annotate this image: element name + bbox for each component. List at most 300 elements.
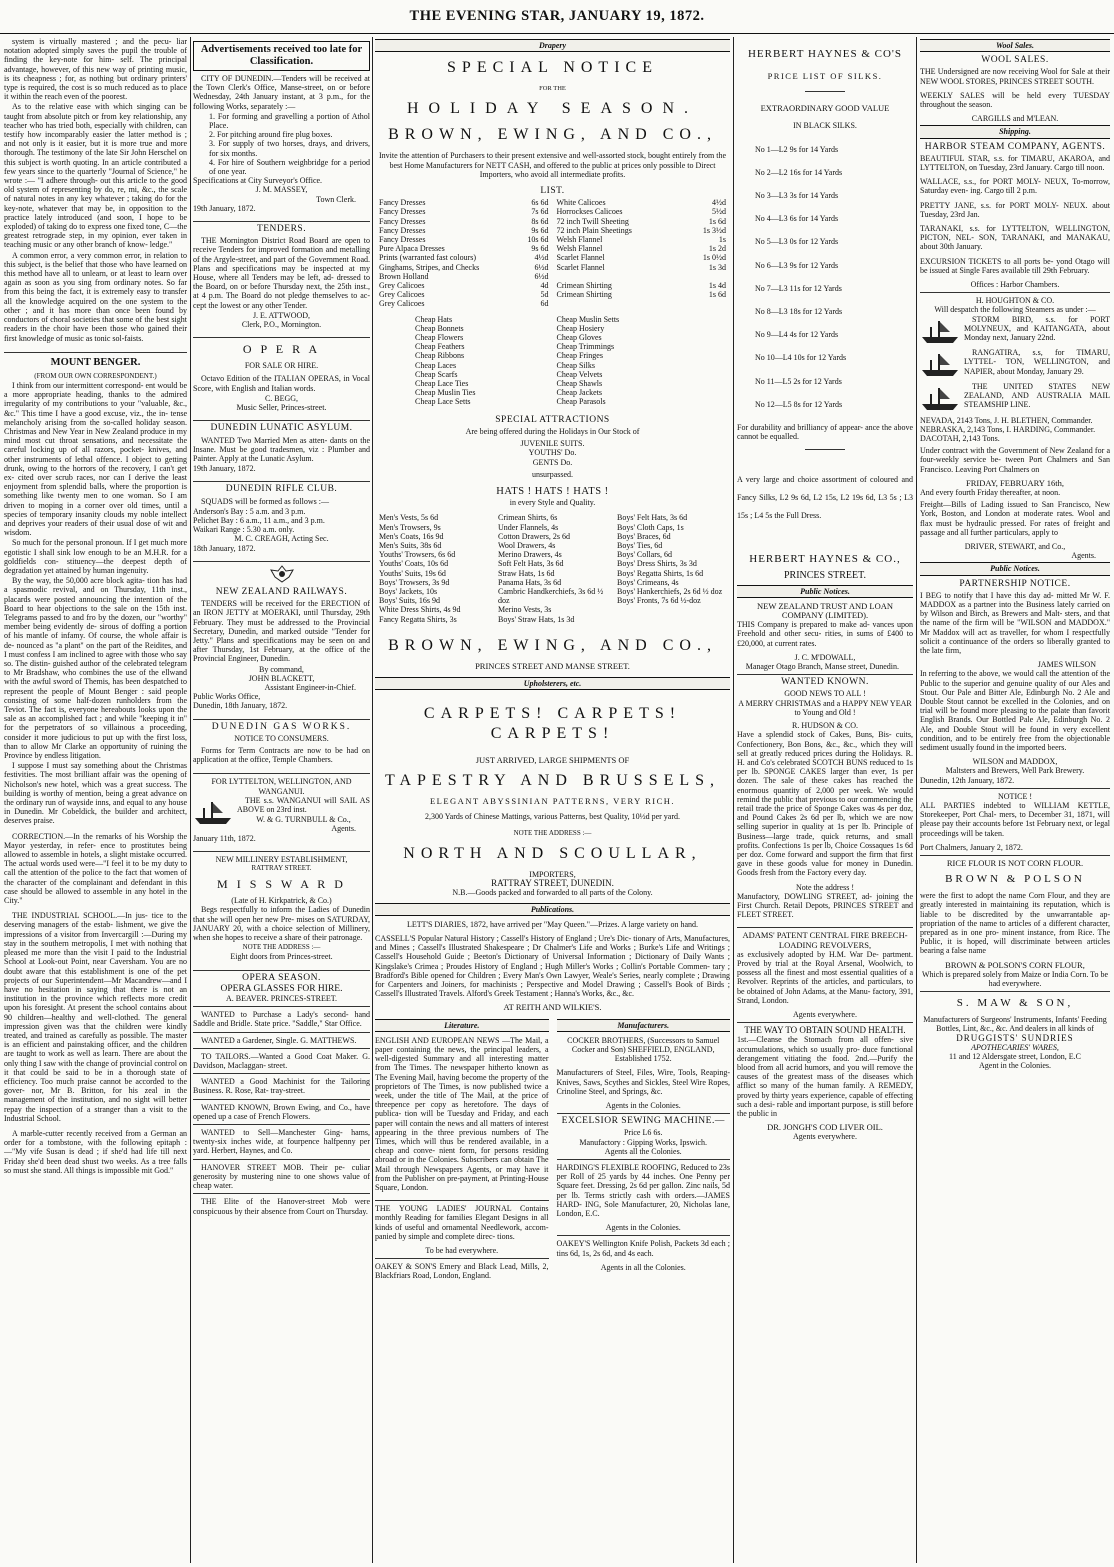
price-row [557,263,727,272]
price-item: Scarlet Flannel [556,262,605,272]
price-item: Fancy Dresses [379,216,426,226]
list-item: Boys' Ties, 6d [617,540,663,550]
price-value: 1s 4d [708,281,726,291]
ad-body: Agents everywhere. [793,1132,857,1142]
silk-price: No 4—L3 6s for 14 Yards [755,214,839,224]
price-row [379,207,549,216]
price-list-right [557,198,727,308]
paragraph: I suppose I must say something about the Christmas festivities. The most brilliant affair was the opening of Nicholson's new hotel, which was a great success. The building is worthy of mention, being a great advance on the ordinary run of wayside inns, and equal to any house in Dunedin. Mr Cobeldick, the builder and architect, deserves praise. [4,761,187,826]
price-item: Fancy Dresses [379,235,426,245]
section-header: Wool Sales. [920,39,1110,52]
column-5 [920,37,1110,1563]
ad-title: DUNEDIN GAS WORKS. [211,721,352,732]
ad-body: Under contract with the Government of New Zealand for a four-weekly service be- tween Port Chalmers and San Francisco. Leaving Port Chalmers on [920,446,1110,474]
list-title: LIST. [540,186,565,197]
list-item: Cheap Parasols [556,397,606,407]
price-value: 4d [540,281,549,291]
price-row [379,281,549,290]
ad-body: NOTE THE ADDRESS :— [242,943,321,952]
paragraph: So much for the personal pronoun. If I get much more egotistic I shall sink low enough to be an M.H.R. for a goldfields con- stituency—the deepest depth of degradation yet attained by human ingenuity. [4,538,187,575]
ad-title: RICE FLOUR IS NOT CORN FLOUR. [946,858,1084,869]
price-item: Fancy Dresses [379,225,426,235]
ad-title: NEW ZEALAND TRUST AND LOAN COMPANY (LIMITED). [757,600,893,621]
ad-body: APOTHECARIES' WARES, [971,1042,1059,1052]
list-item: Youths' Coats, 10s 6d [379,559,449,569]
ad-body: Note the address ! [796,882,854,892]
price-item: Fancy Dresses [379,198,426,208]
ad-body: Agents in the Colonies. [605,1101,681,1111]
price-item: Grey Calicoes [379,299,425,309]
ad-subtitle: (Late of H. Kirkpatrick, & Co.) [231,896,332,906]
list-item: Cambric Handkerchiefs, 3s 6d ½ doz [498,586,604,606]
list-item: Boys' Suits, 16s 9d [379,596,441,606]
city-of-dunedin-ad [193,74,370,218]
paragraph: I think from our intermittent correspond- ent would be a more appropriate heading, thanks to the admired irregularity of my contributions to your "valuable, &c., &c." This time I have a good excuse, viz., the in- tense melancholy arising from the so-called holiday season. Christmas and New Year in New Zealand produce in my mind most cut throat sensations, and necessitate the careful locking up of all razors, pocket- knives, and other instruments of lethal offence. I object to getting drunk, owing to the horrors of the recovery, I can't get ex- cited over scrub races, nor can I derive the least enjoyment from splendid balls, where the proportion is something like twenty men to one woman. So I am driven to moping in a corner over old times, until a species of temporary insanity clouds my noble intellect and deprives your readers of their usual dose of wit and wisdom. [4,380,187,538]
ship-icon [920,350,960,378]
ad-body: GOOD NEWS TO ALL ! [784,689,866,699]
silk-price: No 11—L5 2s for 12 Yards [755,376,842,386]
small-ad: HANOVER STREET MOB. Their pe- culiar generosity by mustering nine to one shows value of cheap water. [193,1162,370,1191]
price-row [557,253,727,262]
ad-body: Eight doors from Princes-street. [230,952,333,962]
ad-body: Octavo Edition of the ITALIAN OPERAS, in Vocal Score, with English and Italian words. [193,374,370,393]
ad-body: THE UNITED STATES NEW ZEALAND, AND AUSTRALIA MAIL STEAMSHIP LINE. [964,381,1110,410]
price-row [379,226,549,235]
ad-body: OAKEY'S Wellington Knife Polish, Packets 3d each ; tins 6d, 1s, 2s 6d, and 4s each. [556,1239,730,1258]
ad-body: as exclusively adopted by H.M. War De- partment. Proved by trial at the Royal Arsenal, Woolwich, to possess all the finest and most essential qualities of a Revolver. Reprints of the articles, and particulars, to be obtained of John Adams, at the Manu- factory, 391, Strand, London. [737,949,913,1005]
ad-subtitle: IN BLACK SILKS. [793,121,857,131]
price-value: 1s 0½d [702,253,726,263]
price-row [379,299,549,308]
ad-body: Agents all the Colonies. [604,1146,682,1156]
signatory-role: Agents. [1071,551,1096,561]
ad-body: were the first to adopt the name Corn Flour, and they are greatly interested in maintaining its reputation, which is liable to be discredited by the unwarrantable ap- propriation of the name to articles of a different character, prepared as in one pro- minent instance, from Rice. The Public, it is hoped, will discriminate between articles bearing a false name [920,891,1110,956]
price-value: 6d [540,299,549,309]
ad-body: in every Style and Quality. [509,498,596,508]
ship-icon [920,317,960,345]
ad-body: EXCURSION TICKETS to all ports be- yond Otago will be issued at Single Fares available till 29th February. [920,256,1110,275]
signatory-role: Maltsters and Brewers, Well Park Brewery. [945,766,1085,776]
list-item: White Dress Shirts, 4s 9d [379,605,461,615]
signatory: H. HOUGHTON & CO. [975,296,1055,306]
price-value: 9s 6d [531,225,549,235]
price-row [379,253,549,262]
price-item: 72 inch Plain Sheetings [556,225,632,235]
silk-price: No 6—L3 9s for 12 Yards [755,260,839,270]
price-value: 1s 6d [708,216,726,226]
list-item: Cotton Drawers, 2s 6d [498,531,570,541]
ad-title: DRUGGISTS' SUNDRIES [956,1032,1074,1043]
price-item: Horrockses Calicoes [556,207,623,217]
price-value: 6½d [534,262,549,272]
list-item: Cheap Scarfs [415,369,458,379]
silk-price-row [755,191,913,200]
industrial-school-paragraph: THE INDUSTRIAL SCHOOL.—In jus- tice to the deserving managers of the estab- lishment, we give the impressions of a visitor from Invercargill :—During my stay in the southern metropolis, I met with nothing that pleased me more than the visit I paid to the Industrial School at Look-out Point, near Caversham. You are no doubt aware that this establishment is one of the pet projects of our Superintendent—Mr Macandrew—and I have no hesitation in saying that there is not an institution in the province which reflects more credit upon his foresight. At present the school contains about 90 children—healthy and well-clothed. The general impression given was that the children were kindly treated, and trained as carefully as possible. The master is an efficient and painstaking officer, and the children are taught to work as well as learn. There are about the only thing I saw with the change of provincial control on it that could be said to be in a thorough state of efficiency. Too much praise cannot be accorded to the gover- nor, Mr B. Britton, for his zeal in the management of the institution, and no sight will better repay the inspection of a stranger than a visit to the Industrial School. [4,911,187,1123]
list-item: Boys' Felt Hats, 3s 6d [617,513,688,523]
list-item: Pelichet Bay : 6 a.m., 11 a.m., and 3 p.m. [193,515,325,525]
silk-price: No 10—L4 10s for 12 Yards [755,353,847,363]
price-item: Pure Alpaca Dresses [379,244,445,254]
ad-body: Invite the attention of Purchasers to their present extensive and well-assorted stock, bought entirely from the best Home Manufacturers for NETT CASH, and offered to the public at prices only possible to Direct Importers, who avoid all intermediate profits. [378,151,726,179]
list-item: Boys' Collars, 6d [617,550,672,560]
ad-body: Price L6 6s. [624,1128,663,1138]
ad-title: TENDERS. [256,224,307,235]
silk-price: No 8—L3 18s for 12 Yards [755,307,843,317]
section-header: Public Notices. [920,562,1110,575]
ad-body: CASSELL'S Popular Natural History ; Cassell's History of England ; Ure's Dic- tionary of Arts, Manufactures, and Mines ; Cassell's Illustrated Shakespeare ; Dr Chalmer's Life and Works ; Burke's Life and Writings ; Cassell's Household Guide ; Beeton's Dictionary of Universal Information ; Dictionary of Daily Wants ; Kingslake's Crimea ; Proudes History of England ; Hugh Miller's Works ; Collin's Portable Commen- tary ; Bradford's Bible opened for Children ; Every Man's Own Lawyer, Weale's Series, nearly complete ; Drawing for Carpenters and Joiners, for machinists ; Perspective and Model Drawing ; Cassell's Book of Birds ; Cassell's Illustrated Travels. Alford's Greek Testament ; Hanna's Works, &c., &c. [375,933,730,999]
small-ad: WANTED KNOWN, Brown Ewing, and Co., have opened up a case of French Flowers. [193,1102,370,1121]
list-item: Cheap Muslin Setts [556,314,620,324]
column-1 [4,37,187,1563]
signatory-role: Music Seller, Princes-street. [236,403,327,413]
list-item: Waikari Range : 5.30 a.m. only. [193,525,295,535]
ad-title: NEW MILLINERY ESTABLISHMENT, [215,854,348,864]
ad-body: LETT'S DIARIES, 1872, have arrived per "May Queen."—Prizes. A large variety on hand. [406,919,699,929]
section-header: Literature. [375,1019,549,1032]
silk-price-row [755,377,913,386]
correction-paragraph: CORRECTION.—In the remarks of his Worship the Mayor yesterday, in refer- ence to prostitutes being allowed to assemble in hotels, a slight mistake occurred. The actual words used were—"I feel it to be my duty to call the attention of the police to the fact that women of the character of the complainant and defendant in this case should be allowed to assemble in any hotel in the City." [4,831,187,906]
column-divider [372,37,373,1563]
ad-body: ALL PARTIES indebted to WILLIAM KETTLE, Storekeeper, Port Chal- mers, to December 31, 1871, will please pay their accounts before 1st February next, or legal proceedings will be taken. [920,801,1110,838]
ad-title: TAPESTRY AND BRUSSELS, [384,772,721,790]
date: Dunedin, 12th January, 1872. [920,775,1015,785]
signatory: JOHN BLACKETT, [248,673,315,683]
list-item: Boys' Straw Hats, 1s 3d [498,614,575,624]
ad-title: DUNEDIN RIFLE CLUB. [225,484,338,495]
cheap-goods [375,309,730,413]
list-item: Boys' Fronts, 7s 6d ½-doz [617,596,701,606]
ad-body: FRIDAY, FEBRUARY 16th, [966,477,1064,488]
price-value: 6s 6d [531,198,549,208]
list-item: Cheap Velvets [556,369,603,379]
price-item: Grey Calicoes [379,290,425,300]
paragraph: By the way, the 50,000 acre block agita- tion has had a spasmodic revival, and on Thursday, 11th inst., placards were posted announcing the intention of the Board to hear objections to the sale on the 15th inst. Telegrams passed to and fro by the dozen, our "worthy" member being evidently de- sirous of doffing a portion of his mantle of infamy. Of course, the whole affair is de- nounced as "a plant" on the part of the Reidites, and I must confess I am inclined to agree with those who say so. The distin- guished author of the celebrated telegram to Mr Bradshaw, who combines the use of the ellwand with the awful sword of Themis, has been despatched to represent the people of Mount Benger : said people consisting of some half-dozen runholders from the Teviot. The fact is, everyone hereabouts looks upon the sale as an accomplished fact ; and while "keeping it in" for the perpetrators of so villainous a proceeding, consider it more judicious to put up with the first loss, than to allow Mr Clarke an opportunity of ruining the Province by endless litigation. [4,576,187,761]
ad-body: ENGLISH AND EUROPEAN NEWS —The Mail, a paper containing the news, the principal leaders, a well-digested Summary and all interesting matter from The Times. The newspaper hitherto known as The Evening Mail, having become the property of the proprietors of The Times, is now published twice a week, under the title of The Mail, at the price of threepence per copy as heretofore. The days of publica- tion will be Tuesday and Friday, and each paper will contain the news and all matters of interest appearing in the three previous numbers of The Times, which will thus be rendered available, in a cheap and conve- nient form, for persons residing abroad or in the Colonies. Subscribers can obtain The Mail through Newspapers Agents, or may have it from the Publisher on pre-payment, at Printing-House Square, London. [375,1035,549,1193]
list-item: Boys' Jackets, 10s [379,586,438,596]
list-item: Men's Coats, 16s 9d [379,531,444,541]
column-divider [733,37,734,1563]
masthead-rule [0,33,1114,34]
price-item: Prints (warranted fast colours) [379,253,477,263]
signatory: M. C. CREAGH, Acting Sec. [234,534,329,544]
price-value: 4½d [712,198,726,208]
silk-price: No 12—L5 8s for 12 Yards [755,399,843,409]
list-item: Fancy Regatta Shirts, 3s [379,614,457,624]
ad-body: Are being offered during the Holidays in Our Stock of [465,426,640,436]
list-item: Cheap Feathers [415,342,465,352]
list-item: Youths' Suits, 19s 6d [379,568,446,578]
ad-body: TARANAKI, s.s. for LYTTELTON, WELLINGTON, PICTON, NEL- SON, TARANAKI, and MANAKAU, about 30th January. [920,224,1110,252]
ad-title: HATS ! HATS ! HATS ! [496,485,609,497]
price-value: 6½d [534,271,549,281]
list-item: Cheap Laces [415,360,457,370]
silk-price-row [755,400,913,409]
list-item: Boys' Hankerchiefs, 2s 6d ½ doz [617,586,723,596]
ad-body: JUVENILE SUITS. [520,439,585,449]
ad-body: NOTE THE ADDRESS :— [513,828,592,837]
ad-body: RATTRAY STREET, DUNEDIN. [491,878,614,889]
price-row [379,244,549,253]
ad-title: FOR LYTTELTON, WELLINGTON, AND WANGANUI. [211,777,352,796]
ad-body: Have a splendid stock of Cakes, Buns, Bis- cuits, Confectionery, Bon Bons, &c., &c., which they will sell at greatly reduced prices during the Holidays. R. H. and Co's celebrated SCOTCH BUNS reduced to 1s per lb. SPONGE CAKES larger than ever, 1s per dozen. The sale of these cakes has reached the enormous quantity of 2,000 per week. We would remind the public that previous to our commencing the retail trade the price of Sponge Cakes was 4s per doz, and Pound Cakes 2s 6d per lb, which we are now selling superior in quality at 1s per lb. Principle of Business—large trade, quick returns, and small profits. Confections 1s per lb, Choice Cossaques 1s 6d per doz. Come forward and support the firm that first gave in these goods value for money in Dunedin. Goods fresh from the Factory every day. [737,730,913,878]
ad-title: PARTNERSHIP NOTICE. [959,578,1071,589]
list-item: Cheap Bonnets [415,323,464,333]
silk-price-row [755,284,913,293]
ad-body: Manufactory : Gipping Works, Ipswich. [579,1137,708,1147]
ad-title: NOTICE ! [998,791,1032,801]
ad-body: A very large and choice assortment of coloured and Fancy Silks, L2 9s 6d, L2 15s, L2 19s 6d, L3 5s ; L3 15s ; L4 5s the Full Dress. [737,475,913,521]
price-value: 1s 2d [708,244,726,254]
signatory-role: Clerk, P.O., Mornington. [241,320,322,330]
price-row [379,217,549,226]
paragraph: system is virtually mastered ; and the pecu- liar notation adopted simply saves the pupil the trouble of finding the key-note for him- self. The principal advantage, however, of this new way of printing music, is its cheapness ; for, as nothing but ordinary printers' type is required, the cost is so much reduced as to place it within the reach even of the poorest. [4,37,187,102]
column-divider [916,37,917,1563]
silk-price: No 7—L3 11s for 12 Yards [755,283,842,293]
price-value: 1s [718,235,726,245]
ad-body: Forms for Term Contracts are now to be had on application at the office, Temple Chambers. [193,745,370,765]
ad-title: NEW ZEALAND RAILWAYS. [215,586,348,597]
list-item: Crimean Shirts, 6s [498,513,558,523]
list-item: 1. For forming and gravelling a portion of Athol Place. [209,111,370,131]
ad-body: DACOTAH, 2,143 Tons. [920,433,1000,443]
ad-body: 11 and 12 Aldersgate street, London, E.C [949,1052,1081,1062]
section-header: Advertisements received too late for Classification. [193,41,370,71]
signatory: CARGILLS and M'LEAN. [971,114,1059,124]
ad-body: Freight—Bills of Lading issued to San Francisco, New York, Boston, and London at moderate rates. Wool and flax must be hydraulic pressed. For rates of freight and passage and all further particulars, apply to [920,500,1110,537]
price-value: 8s 6d [531,216,549,226]
ad-body: A MERRY CHRISTMAS and a HAPPY NEW YEAR to Young and Old ! [738,698,912,717]
silk-price-row [755,168,913,177]
price-item: Grey Calicoes [379,281,425,291]
ship-icon [920,384,960,412]
list-item: Anderson's Bay : 5 a.m. and 3 p.m. [193,506,306,516]
price-item: Welsh Flannel [556,235,603,245]
small-ad: THE Elite of the Hanover-street Mob were conspicuous by their absence from Court on Thursday. [193,1197,370,1216]
mount-benger-article [4,381,187,832]
section-header: Shipping. [920,125,1110,138]
list-item: Merino Drawers, 4s [498,550,562,560]
price-item: 72 inch Twill Sheeting [556,216,629,226]
date: 18th January, 1872. [193,543,256,553]
price-item: Crimean Shirting [556,281,612,291]
ad-subtitle: FOR SALE OR HIRE. [244,361,319,371]
ad-title: BROWN & POLSON'S CORN FLOUR, [945,959,1085,970]
clothing-list-c [617,513,726,623]
ad-title: BROWN, EWING, AND CO., [388,126,717,144]
list-item: Cheap Silks [556,360,595,370]
date: 19th January, 1872. [193,464,256,474]
price-row [379,235,549,244]
cheap-list-left [415,315,549,407]
ad-body: HARDING'S FLEXIBLE ROOFING, Reduced to 23s per Roll of 25 yards by 44 inches. One Penny per Square feet. Dressing, 2s 6d per gallon. Zinc nails, 5d per lb. Terms strictly cash with orders.—JAMES HARD- ING, Sole Manufacturer, 20, Nicholas lane, London, E.C. [556,1163,730,1219]
price-item: Crimean Shirting [556,290,612,300]
ad-body: CITY OF DUNEDIN.—Tenders will be received at the Town Clerk's Office, Manse-street, on or before Wednesday, 24th January instant, at 3 p.m., for the following Works, separately :— [193,74,370,111]
ad-body: Manufacturers of Steel, Files, Wire, Tools, Reaping-Knives, Saws, Scythes and Sickles, Steel Wire Ropes, Crinoline Steel, and Springs, &c. [556,1068,730,1096]
ad-subtitle: FOR THE [539,85,566,93]
ad-body: AT REITH AND WILKIE'S. [503,1002,602,1013]
list-item: Cheap Muslin Ties [415,388,476,398]
price-row [379,272,549,281]
silk-price-list [737,145,913,409]
ad-body: RANGATIRA, s.s, for TIMARU, LYTTEL- TON, WELLINGTON, and NAPIER, about Monday, January 29. [964,348,1110,376]
price-value: 5d [540,290,549,300]
list-item: Cheap Lace Setts [415,397,471,407]
lit-mfr-section [375,1017,730,1286]
silk-price-row [755,145,913,154]
ad-body: IMPORTERS, [529,869,576,879]
ad-body: PRETTY JANE, s.s. for PORT MOLY- NEUX. about Tuesday, 23rd Jan. [920,200,1110,219]
column-3 [375,37,730,1563]
ad-body: Public Works Office, [193,692,261,702]
paragraph: As to the relative ease with which singing can be taught from absolute pitch or from key relationship, any teacher who has tried both, especially with children, can testify how incomparably easier the latter method is ; and not only is it easier, but it is more true and more thorough. The testimony of the late Sir John Herschel on this subject is worth quoting. In an article contributed a few years since to the quarterly "Journal of Science," he wrote :— "I adhere through- out this article to the good old system of representing by do, re, mi, &c., the scale of natural notes in any key whatever ; taking do for the key-note, whatever that may be, in opposition to the practice lately introduced (and soon, I hope to be exploded) of taking do to express one fixed tone, C—the greatest retrograde step, in my opinion, ever taken in teaching music or any other branch of know- ledge." [4,102,187,250]
price-row [379,263,549,272]
list-item: Merino Vests, 3s [498,605,552,615]
price-row [379,198,549,207]
price-row [557,281,727,290]
silk-price: No 2—L2 16s for 14 Yards [755,167,843,177]
clothing-list-b [498,513,607,623]
ad-body: GENTS Do. [532,457,573,467]
section-header: Drapery [375,39,730,52]
article-byline: (FROM OUR OWN CORRESPONDENT.) [34,371,157,380]
price-row [557,235,727,244]
ship-icon [193,798,233,826]
small-ad: TO TAILORS.—Wanted a Good Coat Maker. G. Davidson, Maclaggan- street. [193,1051,370,1071]
list-item: Cheap Lace Ties [415,379,469,389]
list-item: Boys' Trowsers, 3s 9d [379,577,450,587]
list-item: Straw Hats, 1s 6d [498,568,555,578]
signatory: DRIVER, STEWART, and Co., [964,541,1066,551]
masthead: THE EVENING STAR, JANUARY 19, 1872. [409,8,705,24]
silk-price-row [755,307,913,316]
signatory: J. C. M'DOWALL, [794,652,856,662]
small-ads [193,1010,370,1221]
date: January 11th, 1872. [193,833,256,843]
ad-title: EXTRAORDINARY GOOD VALUE [760,103,890,114]
section-header: Upholsterers, etc. [375,677,730,690]
list-item: Cheap Fringes [556,351,603,361]
ship-ad [920,348,1110,382]
signatory: W. & G. TURNBULL & Co., [256,815,351,825]
ad-body: SQUADS will be formed as follows :— [201,496,329,506]
ad-title: HOLIDAY SEASON. [406,100,699,118]
ad-body: Offices : Harbor Chambers. [970,280,1060,290]
list-item: 2. For pitching around fire plug boxes. [209,130,333,140]
ad-body: OPERA GLASSES FOR HIRE. [220,983,343,994]
price-row [557,207,727,216]
list-item: Boys' Braces, 6d [617,531,671,541]
ad-title: SPECIAL NOTICE [447,59,658,77]
price-list-left [379,198,549,308]
crest-icon [193,565,370,585]
price-value: 9s 6d [531,244,549,254]
price-value: 1s 3d [708,262,726,272]
ad-subtitle: NOTICE TO CONSUMERS. [234,733,329,743]
ad-title: HERBERT HAYNES & CO'S [747,48,903,60]
price-value: 7s 6d [531,207,549,217]
list-item: 4. For hire of Southern weighbridge for a period of one year. [209,157,370,177]
silk-price-row [755,214,913,223]
list-item: Boys' Dress Shirts, 3s 3d [617,559,697,569]
list-item: Men's Vests, 5s 6d [379,513,439,523]
date: Port Chalmers, January 2, 1872. [920,842,1023,852]
price-list [375,198,730,308]
ad-body: PRINCES STREET AND MANSE STREET. [475,660,630,671]
ad-body: N.B.—Goods packed and forwarded to all parts of the Colony. [452,888,653,898]
ad-title: M I S S W A R D [217,877,346,892]
ad-body: Specifications at City Surveyor's Office. [193,176,323,186]
list-item: Boys' Crimeans, 4s [617,577,679,587]
signatory: WILSON and MADDOX, [972,757,1058,767]
column-4 [737,37,913,1563]
list-item: Cheap Flowers [415,333,464,343]
ad-body: TENDERS will be received for the ERECTION of an IRON JETTY at MOERAKI, until Thursday, 29th February. They must be addressed to the Provincial Secretary, Dunedin, and marked outside "Tender for Jetty." Plans and specifications may be seen on and after Thursday, 1st February, at the office of the Provincial Engineer, Dunedin. [193,599,370,664]
silk-price-row [755,237,913,246]
price-value: 5½d [712,207,726,217]
ad-title: BROWN, EWING, AND CO., [388,636,717,654]
ad-title: HARBOR STEAM COMPANY, AGENTS. [924,141,1106,152]
ship-ad [920,382,1110,416]
ad-title: CARPETS! CARPETS! CARPETS! [423,705,682,743]
ad-body: WEEKLY SALES will be held every TUESDAY throughout the season. [920,90,1110,110]
ad-body: JUST ARRIVED, LARGE SHIPMENTS OF [475,755,630,766]
ad-body: THE Mornington District Road Board are open to receive Tenders for improved formation and metalling of the Argyle-street, and part of the Government Road. Plans and specifications may be inspected at my House, where all Tenders may be left, ad- dressed to the Board, on or before Thursday next, the 25th inst., at 4 p.m. The Board do not pledge themselves to ac- cept the lowest or any other Tender. [193,236,370,310]
ad-body: Manufactory, DOWLING STREET, ad- joining the First Church. Retail Depots, PRINCES STREET and FLEET STREET. [737,891,913,920]
list-item: Cheap Hosiery [556,323,605,333]
ad-body: In referring to the above, we would call the attention of the Public to the superior and genuine quality of our Ales and Stout. Our Pale and Bitter Ale, Edinburgh No. 2 Ale and Double Stout cannot be excelled in the Colonies, and on trial will be found more pleasing to the palate than favorit English Brands. Our Bottled Pale Ale, Edinburgh No. 2 Ale, and Double Stout will be found in very excellent condition, and to be entirely free from the objectionable sediment usually found in the imported beers. [920,669,1110,752]
silk-price: No 5—L3 0s for 12 Yards [755,237,839,247]
ad-title: NORTH AND SCOULLAR, [403,844,702,862]
price-row [557,217,727,226]
ad-title: DR. JONGH'S COD LIVER OIL. [767,1122,883,1133]
article-title: MOUNT BENGER. [50,356,141,368]
ad-body: By command, [259,664,304,674]
ad-body: Which is prepared solely from Maize or India Corn. To be had everywhere. [921,969,1109,989]
signatory-role: Agents. [331,824,356,834]
silk-price-row [755,353,913,362]
ad-body: ELEGANT ABYSSINIAN PATTERNS, VERY RICH. [429,796,676,807]
essay-continuation [4,37,187,349]
list-item: Youths' Trowsers, 6s 6d [379,550,456,560]
date: Dunedin, 18th January, 1872. [193,701,288,711]
ad-subtitle: PRINCES STREET. [783,570,867,582]
ad-title: DUNEDIN LUNATIC ASYLUM. [210,423,353,434]
ad-title: BROWN & POLSON [945,873,1085,886]
list-item: Cheap Hats [415,314,453,324]
price-row [557,272,727,281]
ad-body: THE YOUNG LADIES' JOURNAL Contains monthly Reading for families Elegant Designs in all kinds of useful and ornamental Needlework, accom- panied by simple and complete direc- tions. [375,1204,549,1241]
clothing-list-a [379,513,488,623]
small-ad: WANTED a Good Machinist for the Tailoring Business. R. Rose, Rat- tray-street. [193,1077,370,1096]
divider [4,352,187,353]
signatory-role: Manager Otago Branch, Manse street, Dunedin. [745,662,899,672]
ad-title: THE WAY TO OBTAIN SOUND HEALTH. [744,1025,906,1036]
ad-body: THIS Company is prepared to make ad- vances upon Freehold and other secu- rities, in sums of £400 to £20,000, at current rates. [737,620,913,648]
ad-body: OAKEY & SON'S Emery and Black Lead, Mills, 2, Blackfriars Road, London, England. [375,1262,549,1281]
small-ad: WANTED to Sell—Manchester Ging- hams, twenty-six inches wide, at fourpence halfpenny per yard. Herbert, Haynes, and Co. [193,1128,370,1156]
ship-ad [920,315,1110,349]
signatory-role: Assistant Engineer-in-Chief. [264,682,356,692]
section-header: Manufacturers. [557,1019,731,1032]
ad-body: Will despatch the following Steamers as under :— [934,305,1096,315]
price-item: Ginghams, Stripes, and Checks [379,262,480,272]
ad-title: O P E R A [242,342,321,357]
ad-title: ADAMS' PATENT CENTRAL FIRE BREECH-LOADING REVOLVERS, [742,930,908,950]
price-row [557,299,727,308]
column-divider [190,37,191,1563]
signatory: J. M. MASSEY, [255,185,308,195]
price-row [379,290,549,299]
